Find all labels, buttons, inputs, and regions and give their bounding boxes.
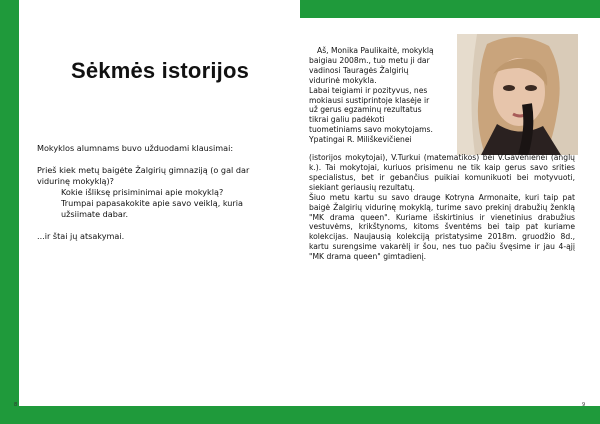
question-1: Prieš kiek metų baigėte Žalgirių gimnaziją (o gal dar vidurinę mokyklą)?	[37, 165, 250, 186]
page-number-right: 9	[582, 402, 586, 408]
story-paragraph-1: (istorijos mokytojai), V.Turkui (matematikos) bei V.Gavenienei (anglų k.). Tai mokytojai, kuriuos prisimenu ne tik kaip gerus savo srities specialistus, bet ir gebančius puikiai komunikuoti bei motyvuoti, siekiant geriausių rezultatų.	[309, 153, 575, 192]
story-line-10: Ypatingai R. Miliškevičienei	[309, 135, 412, 145]
story-paragraph-2: Šiuo metu kartu su savo drauge Kotryna Armonaite, kuri taip pat baigė Žalgirių vidurinę mokyklą, turime savo prekinį drabužių ženklą "MK drama queen". Kuriame išskirtinius ir vienetinius drabužius vestuvėms, krikštynoms, kitoms šventėms bei taip pat kuriame kolekcijas. Naujausią kolekciją pristatysime 2018m. gruodžio 8d., kartu surengsime vakarėlį ir šou, nes tuo pačiu švęsime ir jau 4-ąjį "MK drama queen" gimtadienį.	[309, 192, 575, 262]
question-2: Kokie išliksę prisiminimai apie mokyklą?	[61, 187, 224, 197]
story-line-3: vadinosi Tauragės Žalgirių	[309, 65, 409, 75]
green-bottom-left-bar	[19, 406, 300, 424]
story-line-8: tikrai galiu padėkoti	[309, 115, 385, 125]
green-left-bar	[0, 0, 19, 424]
questions-block	[37, 143, 277, 242]
question-3: Trumpai papasakokite apie savo veiklą, kuria užsiimate dabar.	[61, 198, 243, 219]
green-bottom-right-bar	[300, 406, 600, 424]
story-text	[309, 46, 575, 262]
story-line-9: tuometiniams savo mokytojams.	[309, 125, 433, 135]
story-line-6: mokiausi sustiprintoje klasėje ir	[309, 95, 430, 105]
story-line-2: baigiau 2008m., tuo metu ji dar	[309, 55, 430, 65]
intro-text: Mokyklos alumnams buvo užduodami klausimai:	[37, 143, 234, 153]
story-line-5: Labai teigiami ir pozityvus, nes	[309, 85, 428, 95]
story-line-4: vidurinė mokykla.	[309, 75, 377, 85]
outro-text: ...ir štai jų atsakymai.	[37, 231, 125, 241]
story-line-7: už gerus egzaminų rezultatus	[309, 105, 422, 115]
page-title: Sėkmės istorijos	[70, 58, 250, 83]
green-top-bar	[300, 0, 600, 18]
page-number-left: 8	[14, 402, 18, 408]
story-line-1: Aš, Monika Paulikaitė, mokyklą	[317, 46, 434, 55]
